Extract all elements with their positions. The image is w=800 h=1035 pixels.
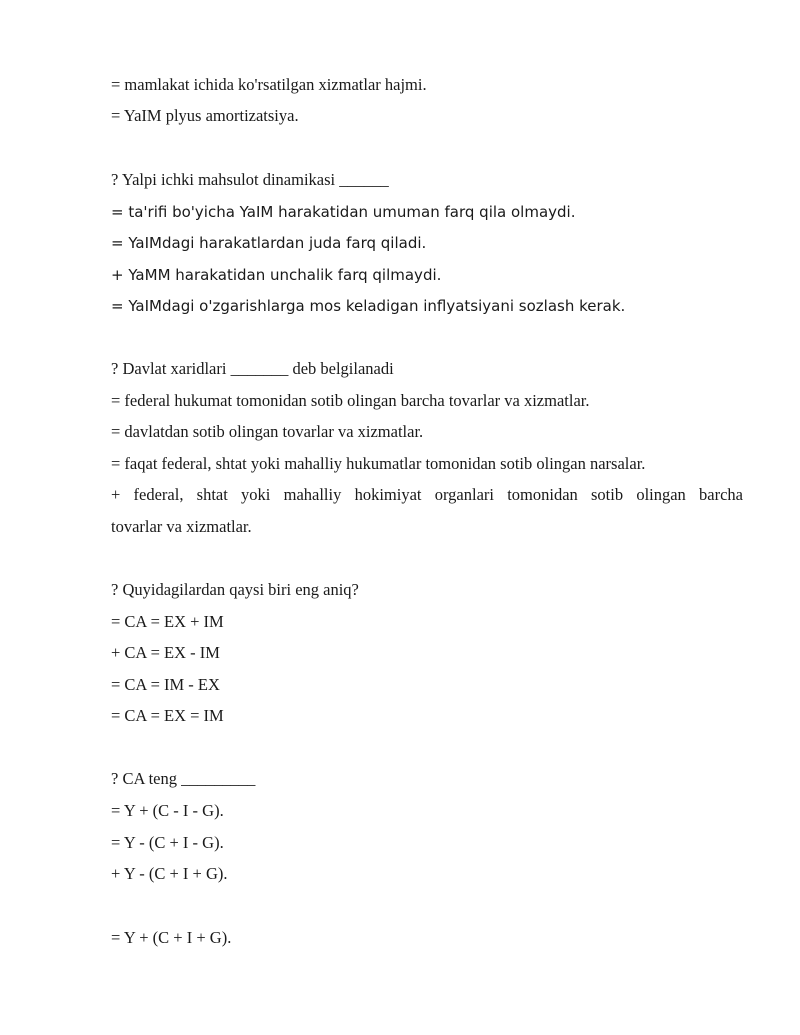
question-prompt: ? CA teng _________ <box>111 769 256 788</box>
answer-option: = davlatdan sotib olingan tovarlar va xizmatlar. <box>111 422 424 441</box>
question-prompt: ? Yalpi ichki mahsulot dinamikasi ______ <box>111 170 389 189</box>
answer-option: = CA = EX = IM <box>111 706 224 725</box>
answer-option: + Y - (C + I + G). <box>111 864 228 883</box>
answer-option: = Y - (C + I - G). <box>111 833 224 852</box>
answer-option: = CA = EX + IM <box>111 612 224 631</box>
answer-option: = YaIM plyus amortizatsiya. <box>111 106 299 125</box>
answer-option: = YaIMdagi o'zgarishlarga mos keladigan inflyatsiyani sozlash kerak. <box>111 297 626 315</box>
answer-option: = federal hukumat tomonidan sotib olingan barcha tovarlar va xizmatlar. <box>111 391 590 410</box>
question-prompt: ? Davlat xaridlari _______ deb belgilanadi <box>111 359 394 378</box>
answer-option: = YaIMdagi harakatlardan juda farq qiladi. <box>111 234 427 252</box>
answer-option: = faqat federal, shtat yoki mahalliy hukumatlar tomonidan sotib olingan narsalar. <box>111 454 646 473</box>
answer-option: = ta'rifi bo'yicha YaIM harakatidan umuman farq qila olmaydi. <box>111 203 576 221</box>
answer-option: = Y + (C + I + G). <box>111 928 232 947</box>
answer-option: = Y + (C - I - G). <box>111 801 224 820</box>
answer-option: + CA = EX - IM <box>111 643 220 662</box>
answer-option-continuation: tovarlar va xizmatlar. <box>111 517 252 536</box>
answer-option: + YaMM harakatidan unchalik farq qilmaydi. <box>111 266 442 284</box>
question-prompt: ? Quyidagilardan qaysi biri eng aniq? <box>111 580 359 599</box>
answer-option: = CA = IM - EX <box>111 675 220 694</box>
answer-option: + federal, shtat yoki mahalliy hokimiyat organlari tomonidan sotib olingan barcha <box>111 485 743 504</box>
answer-option: = mamlakat ichida ko'rsatilgan xizmatlar hajmi. <box>111 75 427 94</box>
